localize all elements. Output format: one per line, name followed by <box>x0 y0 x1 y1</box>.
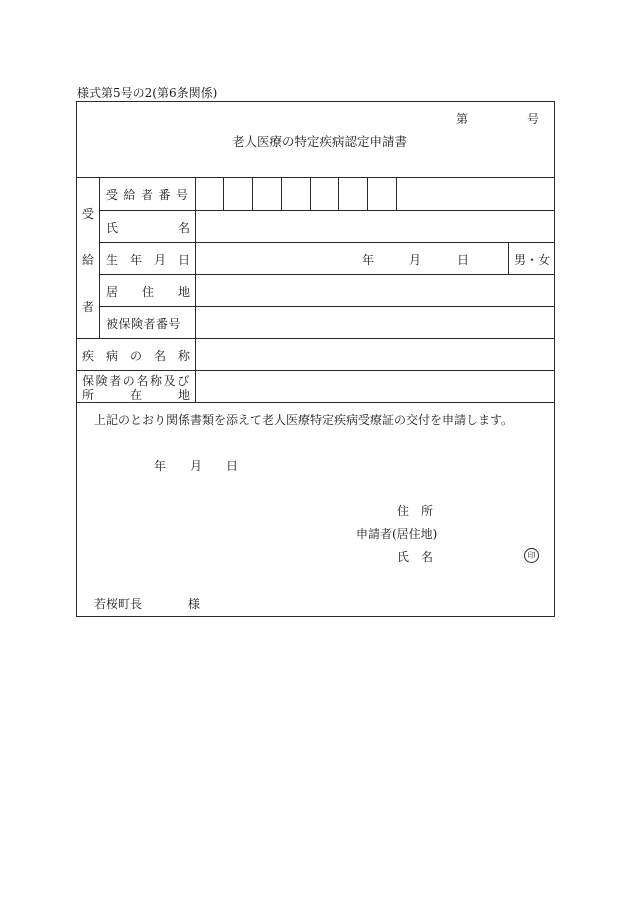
form-title: 老人医療の特定疾病認定申請書 <box>232 134 408 149</box>
seal-mark: 印 <box>524 548 539 563</box>
date-month: 月 <box>190 459 203 473</box>
declaration-text: 上記のとおり関係書類を添えて老人医療特定疾病受療証の交付を申請します。 <box>94 413 514 427</box>
birth-day-label: 日 <box>457 253 470 267</box>
number-prefix: 第 <box>456 112 469 126</box>
disease-label-char: の <box>130 349 143 363</box>
insurer-address-label-char: 所 <box>82 388 95 402</box>
recipient-label-char: 者 <box>82 300 95 314</box>
date-year: 年 <box>154 459 167 473</box>
recipient-number-label: 受給者番号 <box>106 188 194 202</box>
recipient-label-char: 給 <box>82 253 95 267</box>
disease-label-char: 疾 <box>82 349 95 363</box>
residence-label-char: 住 <box>142 285 155 299</box>
address-label-char: 住 <box>397 504 410 518</box>
applicant-name-label-char: 氏 <box>397 550 410 564</box>
date-day: 日 <box>226 459 239 473</box>
recipient-label-char: 受 <box>82 207 95 221</box>
birthdate-label-char: 月 <box>154 253 167 267</box>
insurer-address-label-char: 在 <box>130 388 143 402</box>
residence-label-char: 居 <box>106 285 119 299</box>
form-label: 様式第5号の2(第6条関係) <box>77 86 218 100</box>
disease-label-char: 称 <box>178 349 191 363</box>
birthdate-label-char: 日 <box>178 253 191 267</box>
birth-year-label: 年 <box>362 253 375 267</box>
residence-label-char: 地 <box>178 285 191 299</box>
number-suffix: 号 <box>527 112 540 126</box>
birthdate-label-char: 生 <box>106 253 119 267</box>
applicant-name-label-char: 名 <box>421 550 434 564</box>
gender-label: 男・女 <box>514 253 551 267</box>
addressee-honorific: 様 <box>188 597 201 611</box>
applicant-label: 申請者(居住地) <box>356 527 438 541</box>
name-label-char: 氏 <box>106 221 119 235</box>
disease-label-char: 名 <box>154 349 167 363</box>
disease-label-char: 病 <box>106 349 119 363</box>
name-label-char: 名 <box>178 221 191 235</box>
insurer-name-label: 保険者の名称及び <box>82 374 191 388</box>
address-label-char: 所 <box>421 504 434 518</box>
birthdate-label-char: 年 <box>130 253 143 267</box>
addressee-mayor: 若桜町長 <box>94 597 143 611</box>
insurer-address-label-char: 地 <box>178 388 191 402</box>
application-form <box>76 101 555 617</box>
birth-month-label: 月 <box>409 253 422 267</box>
insured-number-label: 被保険者番号 <box>106 317 182 331</box>
